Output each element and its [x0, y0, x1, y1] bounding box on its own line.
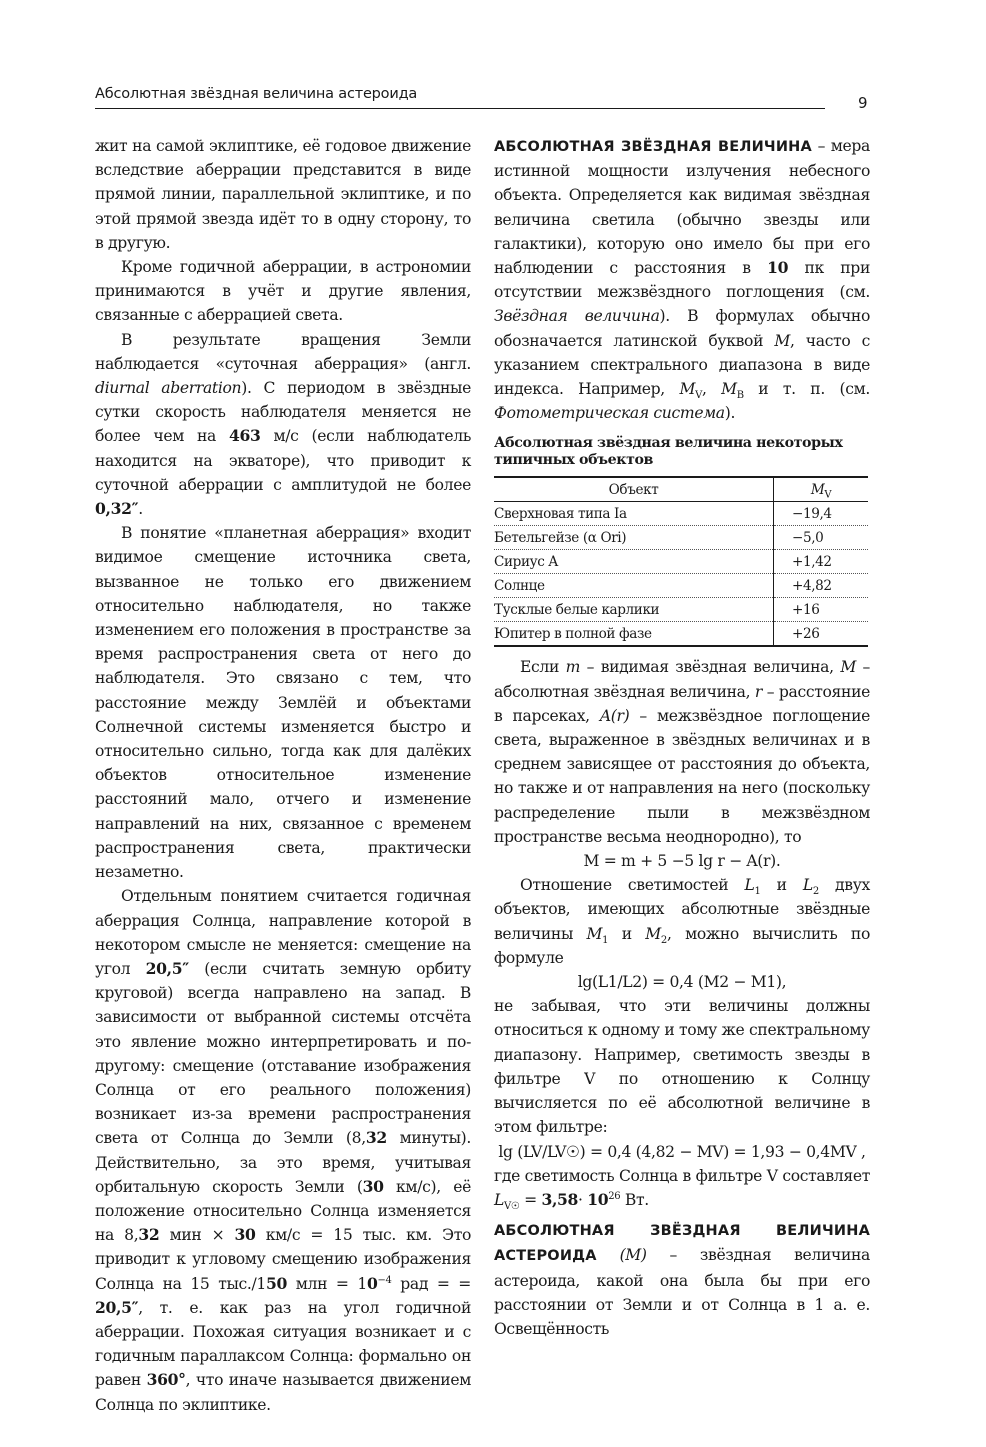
entry-absolute-magnitude: АБСОЛЮТНАЯ ЗВЁЗДНАЯ ВЕЛИЧИНА – мера истинной мощности излучения небесного объекта. Определяется как видимая звёздная величина светила (обычно звезды или галактики), которую оно имело бы при его наблюдении с расстояния в 10 пк при отсутствии межзвёздного поглощения (см. Звёздная величина). В формулах обычно обозначается латинской буквой M, часто с указанием спектрального диапазона в виде индекса. Например, $M_V$, $M_B$ и т. п. (см. Фотометрическая система).	[494, 137, 870, 423]
table-row: Сириус A +1,42	[494, 550, 868, 574]
paragraph-solar-value: где светимость Солнца в фильтре V составляет $L_{V☉} = 3,58\cdot 10^{26}$ Вт.	[494, 1166, 870, 1213]
running-header	[95, 84, 825, 109]
paragraph-luminosity-ratio: Отношение светимостей $L_1$ и $L_2$ двух объектов, имеющих абсолютные звёздные величины $M_1$ и $M_2$, можно вычислить по формуле	[494, 876, 870, 967]
paragraph-planetary-aberration: В понятие «планетная аберрация» входит видимое смещение источника света, вызванное не только его движением относительно наблюдателя, но также изменением его положения в пространстве за время распространения света от него до наблюдателя. Это связано с тем, что расстояние между Землёй и объектами Солнечной системы изменяется быстро и относительно сильно, тогда как для далёких объектов относительное изменение расстояний мало, отчего и изменение направлений на них, связанное с временем распространения света, практически незаметно.	[95, 524, 471, 882]
cross-reference-link[interactable]: Звёздная величина	[494, 307, 660, 326]
formula-distance-modulus: M = m + 5 −5 lg r − A(r).	[583, 852, 781, 871]
table-row: Сверхновая типа Ia −19,4	[494, 502, 868, 526]
right-column	[494, 134, 870, 1341]
paragraph-spectral-note: не забывая, что эти величины должны относиться к одному и тому же спектральному диапазону. Например, светимость звезды в фильтре V по отношению к Солнцу вычисляется по её абсолютной величине в этом фильтре:	[494, 997, 870, 1137]
paragraph-diurnal-aberration: В результате вращения Земли наблюдается «суточная аберрация» (англ. diurnal aberration). С периодом в звёздные сутки скорость наблюдателя меняется не более чем на 463 м/с (если наблюдатель находится на экваторе), что приводит к суточной аберрации с амплитудой не более 0,32″.	[95, 330, 471, 519]
paragraph-continuation: жит на самой эклиптике, её годовое движение вследствие аберрации представится в виде прямой линии, параллельной эклиптике, и по этой прямой звезда идёт то в одну сторону, то в другую.	[95, 137, 471, 252]
table-row: Бетельгейзе (α Ori) −5,0	[494, 526, 868, 550]
column-header-mv: $M_V$	[774, 477, 869, 502]
term-english: diurnal aberration	[95, 379, 242, 398]
left-column	[95, 134, 471, 1417]
paragraph-other-phenomena: Кроме годичной аберрации, в астрономии принимаются в учёт и другие явления, связанные с аберрацией света.	[95, 258, 471, 325]
magnitude-table	[494, 476, 868, 647]
column-header-object: Объект	[494, 477, 774, 502]
table-header-row	[494, 477, 868, 502]
paragraph-solar-aberration: Отдельным понятием считается годичная аберрация Солнца, направление которой в некотором смысле не меняется: смещение на угол 20,5″ (если считать земную орбиту круговой) всегда направлено на запад. В зависимости от выбранной системы отсчёта это явление можно интерпретировать и по-другому: смещение (отставание изображения Солнца от его реального положения) возникает из-за времени распространения света от Солнца до Земли (8,32 минуты). Действительно, за это время, учитывая орбитальную скорость Земли (30 км/с), её положение относительно Солнца изменяется на 8,32 мин × 30 км/с = 15 тыс. км. Это приводит к угловому смещению изображения Солнца на 15 тыс./150 млн = $10^{-4}$ рад = = 20,5″, т. е. как раз на угол годичной аберрации. Похожая ситуация возникает и с годичным параллаксом Солнца: формально он равен 360°, что иначе называется движением Солнца по эклиптике.	[95, 887, 472, 1414]
table-row: Тусклые белые карлики +16	[494, 598, 868, 622]
cross-reference-link[interactable]: Фотометрическая система	[494, 404, 725, 423]
formula-luminosity-ratio: lg(L1/L2) = 0,4 (M2 − M1),	[577, 973, 787, 992]
headword: АБСОЛЮТНАЯ ЗВЁЗДНАЯ ВЕЛИЧИНА АСТЕРОИДА	[494, 1223, 870, 1265]
formula-solar-luminosity: lg (LV/LV☉) = 0,4 (4,82 − MV) = 1,93 − 0,4MV ,	[498, 1142, 866, 1161]
table-row: Юпитер в полной фазе +26	[494, 622, 868, 647]
headword: АБСОЛЮТНАЯ ЗВЁЗДНАЯ ВЕЛИЧИНА	[494, 139, 812, 155]
entry-asteroid-magnitude: АБСОЛЮТНАЯ ЗВЁЗДНАЯ ВЕЛИЧИНА АСТЕРОИДА (M) – звёздная величина астероида, какой она была бы при его расстоянии от Земли и от Солнца в 1 а. е. Освещённость	[494, 1223, 871, 1338]
table-title: Абсолютная звёздная величина некоторых типичных объектов	[494, 435, 843, 469]
paragraph-definitions: Если m – видимая звёздная величина, M – абсолютная звёздная величина, r – расстояние в парсеках, A(r) – межзвёздное поглощение света, выраженное в звёздных величинах и в среднем зависящее от расстояния до объекта, но также и от направления на него (поскольку распределение пыли в межзвёздном пространстве весьма неоднородно), то	[494, 658, 870, 846]
table-row: Солнце +4,82	[494, 574, 868, 598]
page-number: 9	[858, 94, 868, 112]
running-title: Абсолютная звёздная величина астероида	[95, 86, 418, 102]
